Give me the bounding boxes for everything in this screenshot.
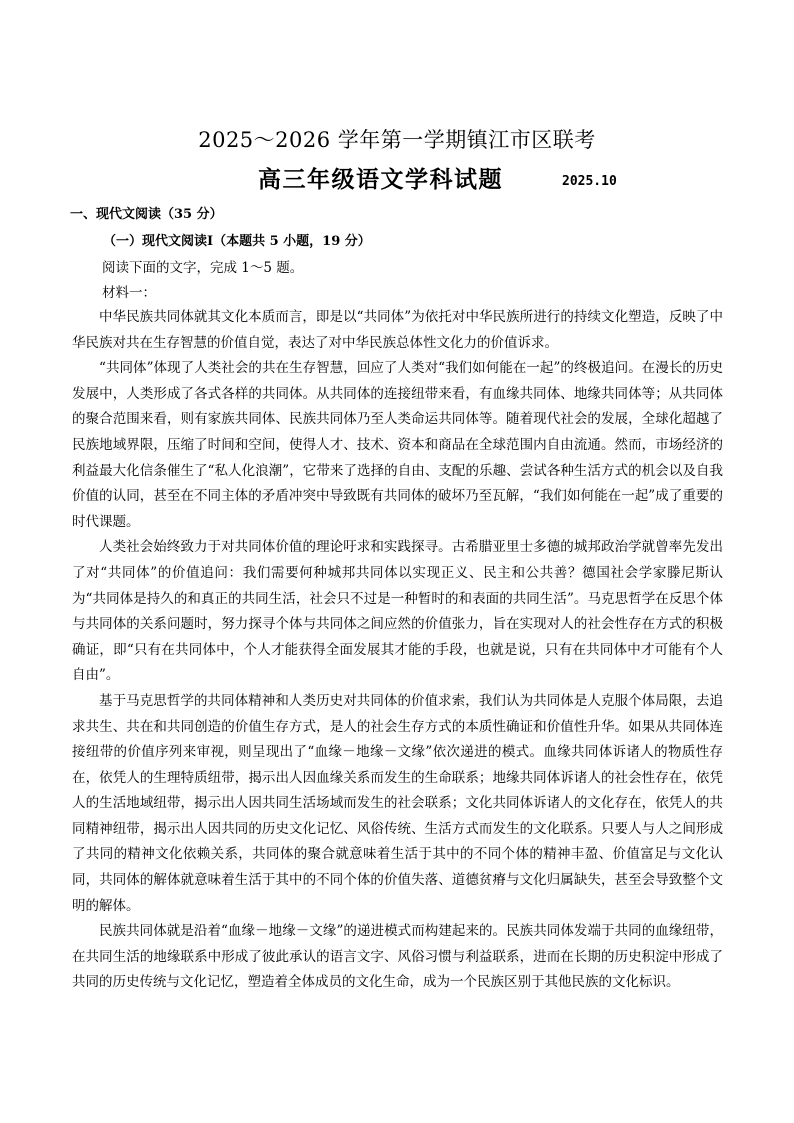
subsection-heading: （一）现代文阅读Ⅰ（本题共 5 小题，19 分） xyxy=(103,234,371,249)
passage-paragraph-4: 基于马克思哲学的共同体精神和人类历史对共同体的价值求索，我们认为共同体是人克服个体局限，去追求共生、共在和共同创造的价值生存方式，是人的社会生存方式的本质性确证和价值性升华。如果从共同体连接纽带的价值序列来审视，则呈现出了“血缘－地缘－文缘”依次递进的模式。血缘共同体诉诸人的物质性存在，依凭人的生理特质纽带，揭示出人因血缘关系而发生的生命联系；地缘共同体诉诸人的社会性存在，依凭人的生活地域纽带，揭示出人因共同生活场域而发生的社会联系；文化共同体诉诸人的文化存在，依凭人的共同精神纽带，揭示出人因共同的历史文化记忆、风俗传统、生活方式而发生的文化联系。只要人与人之间形成了共同的精神文化依赖关系，共同体的聚合就意味着生活于其中的不同个体的精神丰盈、价值富足与文化认同，共同体的解体就意味着生活于其中的不同个体的价值失落、道德贫瘠与文化归属缺失，甚至会导致整个文明的解体。 xyxy=(72,692,723,914)
passage-paragraph-3: 人类社会始终致力于对共同体价值的理论吁求和实践探寻。古希腊亚里士多德的城邦政治学就曾率先发出了对“共同体”的价值追问：我们需要何种城邦共同体以实现正义、民主和公共善？德国社会学家滕尼斯认为“共同体是持久的和真正的共同生活，社会只不过是一种暂时的和表面的共同生活”。马克思哲学在反思个体与共同体的关系问题时，努力探寻个体与共同体之间应然的价值张力，旨在实现对人的社会性存在方式的积极确证，即“只有在共同体中，个人才能获得全面发展其才能的手段，也就是说，只有在共同体中才可能有个人自由”。 xyxy=(72,539,723,684)
section-heading: 一、现代文阅读（35 分） xyxy=(70,207,223,222)
reading-passage xyxy=(72,305,723,996)
reading-instruction: 阅读下面的文字，完成 1～5 题。 xyxy=(102,260,304,276)
passage-paragraph-1: 中华民族共同体就其文化本质而言，即是以“共同体”为依托对中华民族所进行的持续文化塑造，反映了中华民族对共在生存智慧的价值自觉，表达了对中华民族总体性文化力的价值诉求。 xyxy=(72,309,723,351)
subject-title: 高三年级语文学科试题 xyxy=(258,166,503,193)
exam-date: 2025.10 xyxy=(562,174,617,189)
material-label: 材料一： xyxy=(102,285,156,301)
exam-title: 2025～2026 学年第一学期镇江市区联考 xyxy=(198,128,596,152)
passage-paragraph-2: “共同体”体现了人类社会的共在生存智慧，回应了人类对“我们如何能在一起”的终极追问。在漫长的历史发展中，人类形成了各式各样的共同体。从共同体的连接纽带来看，有血缘共同体、地缘共同体等；从共同体的聚合范围来看，则有家族共同体、民族共同体乃至人类命运共同体等。随着现代社会的发展，全球化超越了民族地域界限，压缩了时间和空间，使得人才、技术、资本和商品在全球范围内自由流通。然而，市场经济的利益最大化信条催生了“私人化浪潮”，它带来了选择的自由、支配的乐趣、尝试各种生活方式的机会以及自我价值的认同，甚至在不同主体的矛盾冲突中导致既有共同体的破坏乃至瓦解，“我们如何能在一起”成了重要的时代课题。 xyxy=(72,360,723,530)
passage-paragraph-5: 民族共同体就是沿着“血缘－地缘－文缘”的递进模式而构建起来的。民族共同体发端于共同的血缘纽带，在共同生活的地缘联系中形成了彼此承认的语言文字、风俗习惯与利益联系，进而在长期的历史积淀中形成了共同的历史传统与文化记忆，塑造着全体成员的文化生命，成为一个民族区别于其他民族的文化标识。 xyxy=(72,923,723,991)
